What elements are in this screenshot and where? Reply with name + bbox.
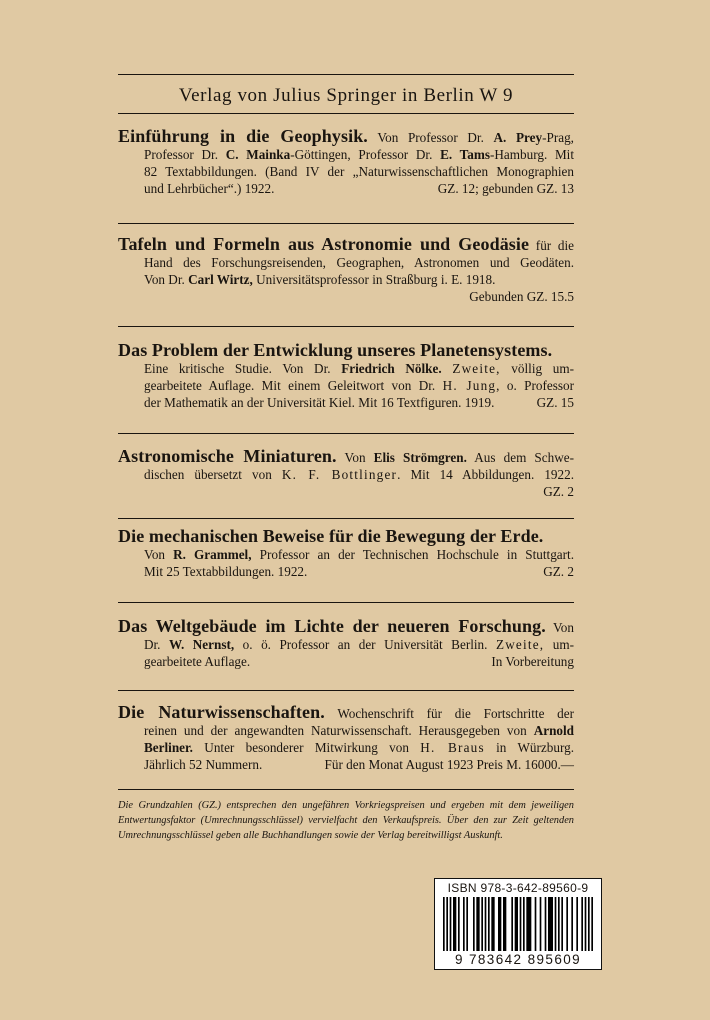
book-title: Die mechanischen Beweise für die Bewegung der Erde. bbox=[118, 526, 544, 546]
isbn-barcode bbox=[434, 878, 602, 970]
barcode-bar bbox=[526, 897, 531, 951]
entry-text: Jährlich 52 Nummern. bbox=[144, 757, 263, 772]
entry-text: Eine kritische Studie. Von Dr. bbox=[144, 361, 342, 376]
barcode-bar bbox=[488, 897, 490, 951]
barcode-bar bbox=[453, 897, 456, 951]
entry-text: Unter besonderer Mitwirkung von bbox=[192, 740, 421, 755]
entry-text: völlig um- bbox=[500, 361, 574, 376]
entry-text: in Würzburg. bbox=[484, 740, 574, 755]
barcode-bar bbox=[511, 897, 513, 951]
barcode-bar bbox=[535, 897, 537, 951]
entry-text: für die bbox=[535, 238, 574, 253]
barcode-bar bbox=[498, 897, 501, 951]
book-title: Das Problem der Entwicklung unseres Planetensystems. bbox=[118, 340, 553, 360]
entry-line bbox=[118, 254, 574, 271]
barcode-bar bbox=[463, 897, 465, 951]
divider bbox=[118, 602, 574, 603]
barcode-bar bbox=[558, 897, 560, 951]
author-name: H. Braus bbox=[420, 740, 485, 755]
entry-text: -Prag, bbox=[542, 130, 574, 145]
barcode-bar bbox=[561, 897, 563, 951]
barcode-bar bbox=[515, 897, 518, 951]
book-title: Einführung in die Geophysik. bbox=[118, 126, 368, 146]
entry-line bbox=[118, 756, 574, 773]
entry-line bbox=[118, 163, 574, 180]
isbn-label: ISBN 978-3-642-89560-9 bbox=[447, 881, 589, 895]
book-entry-planetensystem bbox=[118, 342, 574, 411]
entry-line bbox=[118, 466, 574, 483]
entry-line bbox=[118, 528, 574, 546]
book-title: Das Weltgebäude im Lichte der neueren Forschung. bbox=[118, 616, 546, 636]
entry-text: Universitätsprofessor in Straßburg i. E. 1918. bbox=[252, 272, 496, 287]
barcode-bar bbox=[576, 897, 578, 951]
entry-line bbox=[118, 739, 574, 756]
barcode-bar bbox=[555, 897, 557, 951]
entry-text: Dr. bbox=[144, 637, 169, 652]
entry-text: Mit 25 Textabbildungen. 1922. bbox=[144, 564, 308, 579]
author-name: C. Mainka bbox=[225, 147, 291, 162]
journal-title: Die Naturwissenschaften. bbox=[118, 702, 325, 722]
entry-text: um- bbox=[544, 637, 574, 652]
entry-text: Von bbox=[144, 547, 174, 562]
barcode-bar bbox=[591, 897, 593, 951]
divider bbox=[118, 690, 574, 691]
divider bbox=[118, 433, 574, 434]
author-name: W. Nernst, bbox=[169, 637, 235, 652]
author-name: Arnold bbox=[533, 723, 574, 738]
price: In Vorbereitung bbox=[491, 654, 574, 669]
divider bbox=[118, 326, 574, 327]
entry-line bbox=[118, 546, 574, 563]
barcode-bar bbox=[443, 897, 445, 951]
entry-text: gearbeitete Auflage. bbox=[144, 654, 251, 669]
entry-text bbox=[442, 361, 453, 376]
entry-text: Von bbox=[552, 620, 574, 635]
entry-text: der Mathematik an der Universität Kiel. Mit 16 Textfiguren. 1919. bbox=[144, 395, 495, 410]
barcode-bar bbox=[588, 897, 590, 951]
entry-line bbox=[118, 563, 574, 580]
price: GZ. 12; gebunden GZ. 13 bbox=[437, 181, 574, 196]
edition-text: Zweite, bbox=[495, 637, 545, 652]
entry-line bbox=[118, 618, 574, 636]
entry-line bbox=[118, 180, 574, 197]
entry-text: -Hamburg. Mit bbox=[489, 147, 575, 162]
barcode-bar bbox=[523, 897, 525, 951]
entry-line bbox=[118, 394, 574, 411]
barcode-bar bbox=[458, 897, 460, 951]
entry-line bbox=[118, 722, 574, 739]
entry-line bbox=[118, 483, 574, 500]
price: GZ. 15 bbox=[536, 395, 574, 410]
entry-text: dischen übersetzt von bbox=[144, 467, 282, 482]
entry-line bbox=[118, 128, 574, 146]
book-entry-weltgebaeude bbox=[118, 618, 574, 670]
entry-text: Von Professor Dr. bbox=[377, 130, 494, 145]
entry-text: Professor an der Technischen Hochschule in Stuttgart. bbox=[251, 547, 574, 562]
divider bbox=[118, 518, 574, 519]
author-name: K. F. Bottlinger bbox=[281, 467, 398, 482]
book-entry-miniaturen bbox=[118, 448, 574, 500]
author-name: R. Grammel, bbox=[173, 547, 252, 562]
barcode-bar bbox=[485, 897, 487, 951]
barcode-bar bbox=[585, 897, 587, 951]
barcode-bar bbox=[545, 897, 547, 951]
entry-text: 82 Textabbildungen. (Band IV der „Naturwissenschaftlichen Monographien bbox=[144, 164, 574, 179]
entry-text: Hand des Forschungsreisenden, Geographen, Astronomen und Geodäten. bbox=[144, 255, 574, 270]
entry-text: , o. Professor bbox=[496, 378, 574, 393]
author-name: Carl Wirtz, bbox=[188, 272, 253, 287]
divider bbox=[118, 223, 574, 224]
barcode-bars bbox=[443, 897, 593, 951]
book-title: Tafeln und Formeln aus Astronomie und Geodäsie bbox=[118, 234, 530, 254]
author-name: Berliner. bbox=[144, 740, 193, 755]
entry-line bbox=[118, 360, 574, 377]
publisher-title: Verlag von Julius Springer in Berlin W 9 bbox=[178, 85, 514, 106]
entry-text: o. ö. Professor an der Universität Berlin. bbox=[234, 637, 496, 652]
divider bbox=[118, 789, 574, 790]
author-name: E. Tams bbox=[440, 147, 490, 162]
barcode-bar bbox=[446, 897, 448, 951]
entry-text: Wochenschrift für die Fortschritte der bbox=[337, 706, 574, 721]
entry-text: Von Dr. bbox=[144, 272, 189, 287]
barcode-bar bbox=[571, 897, 573, 951]
barcode-digits: 9 783642 895609 bbox=[454, 952, 582, 967]
price: Für den Monat August 1923 Preis M. 16000.— bbox=[324, 757, 574, 772]
barcode-bar bbox=[476, 897, 479, 951]
entry-line bbox=[118, 271, 574, 288]
barcode-bar bbox=[466, 897, 468, 951]
barcode-bar bbox=[540, 897, 542, 951]
price: GZ. 2 bbox=[543, 564, 574, 579]
entry-line bbox=[118, 448, 574, 466]
book-entry-tafeln bbox=[118, 236, 574, 305]
journal-entry-naturwissenschaften bbox=[118, 704, 574, 773]
author-name: H. Jung bbox=[442, 378, 497, 393]
entry-line bbox=[118, 146, 574, 163]
book-entry-beweise bbox=[118, 528, 574, 580]
author-name: Elis Strömgren. bbox=[373, 450, 467, 465]
barcode-bar bbox=[491, 897, 494, 951]
price: GZ. 2 bbox=[543, 484, 574, 499]
entry-line bbox=[118, 236, 574, 254]
barcode-bar bbox=[520, 897, 522, 951]
barcode-bar bbox=[548, 897, 553, 951]
entry-line bbox=[118, 377, 574, 394]
barcode-bar bbox=[473, 897, 475, 951]
publisher-header bbox=[118, 74, 574, 114]
barcode-bar bbox=[581, 897, 583, 951]
barcode-bar bbox=[450, 897, 452, 951]
entry-line bbox=[118, 636, 574, 653]
author-name: Friedrich Nölke. bbox=[341, 361, 442, 376]
barcode-bar bbox=[481, 897, 483, 951]
entry-line bbox=[118, 704, 574, 722]
book-title: Astronomische Miniaturen. bbox=[118, 446, 337, 466]
entry-text: -Göttingen, Professor Dr. bbox=[290, 147, 441, 162]
price-footnote: Die Grundzahlen (GZ.) entsprechen den ungefähren Vorkriegspreisen und ergeben mit dem jeweiligen Entwertungsfaktor (Umrechnungsschlüssel) vervielfacht den Verkaufspreis. Über den zur Zeit geltenden Umrechnungsschlüssel geben alle Buchhandlungen sowie der Verlag bereitwilligst Auskunft. bbox=[118, 800, 574, 841]
edition-text: Zweite, bbox=[452, 361, 501, 376]
barcode-bar bbox=[566, 897, 568, 951]
entry-text: Professor Dr. bbox=[144, 147, 226, 162]
entry-line bbox=[118, 653, 574, 670]
book-entry-geophysik bbox=[118, 128, 574, 197]
author-name: A. Prey bbox=[493, 130, 543, 145]
entry-text: gearbeitete Auflage. Mit einem Geleitwort von Dr. bbox=[144, 378, 443, 393]
entry-text: und Lehrbücher“.) 1922. bbox=[144, 181, 275, 196]
entry-line bbox=[118, 288, 574, 305]
barcode-bar bbox=[503, 897, 506, 951]
entry-text: . Mit 14 Abbildungen. 1922. bbox=[397, 467, 575, 482]
price: Gebunden GZ. 15.5 bbox=[469, 289, 574, 304]
entry-text: Aus dem Schwe- bbox=[466, 450, 574, 465]
entry-line bbox=[118, 342, 574, 360]
entry-text: reinen und der angewandten Naturwissenschaft. Herausgegeben von bbox=[144, 723, 534, 738]
entry-text: Von bbox=[344, 450, 374, 465]
